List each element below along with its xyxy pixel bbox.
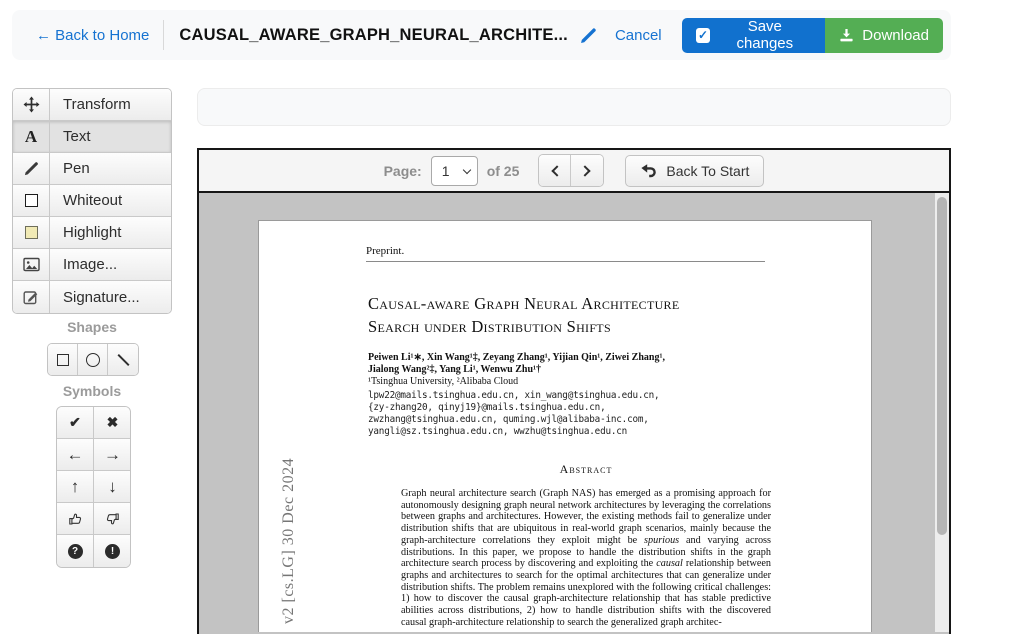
arrow-up-icon: ↑ <box>70 476 80 496</box>
header-divider <box>163 20 164 50</box>
signature-icon <box>13 281 50 313</box>
back-to-home-link[interactable]: ← Back to Home <box>36 26 150 44</box>
tool-list <box>12 88 172 314</box>
tool-highlight-label: Highlight <box>63 224 122 241</box>
circle-shape-icon <box>86 353 100 367</box>
document-title: CAUSAL_AWARE_GRAPH_NEURAL_ARCHITE... <box>179 25 568 44</box>
shape-square-button[interactable] <box>48 344 78 375</box>
paper-authors-line1: Peiwen Li¹∗, Xin Wang¹‡, Zeyang Zhang¹, Yijian Qin¹, Ziwei Zhang¹, <box>368 352 665 363</box>
question-circle-icon: ? <box>68 544 83 559</box>
symbols-heading: Symbols <box>62 383 122 399</box>
symbol-check-button[interactable] <box>57 407 94 439</box>
download-icon <box>839 28 854 43</box>
tool-pen-label: Pen <box>63 160 90 177</box>
symbol-arrow-left-button[interactable] <box>57 439 94 471</box>
symbol-thumbs-up-button[interactable] <box>57 503 94 535</box>
symbol-exclamation-button[interactable] <box>94 535 131 567</box>
cross-icon: ✖ <box>106 414 119 430</box>
tool-transform[interactable] <box>13 89 171 121</box>
page-count-label: of 25 <box>486 162 520 179</box>
line-shape-icon <box>117 353 129 365</box>
page-label: Page: <box>383 162 422 179</box>
scrollbar-track[interactable] <box>935 193 949 632</box>
tool-image-label: Image... <box>63 256 118 273</box>
abstract-text: Graph neural architecture search (Graph NAS) has emerged as a promising approach for autonomously designing graph neural network architectures by leveraging the correlations between graphs and architectures. However, the existing methods fail to generalize under distribution shifts that are ubiquitous in real-world graph scenarios, mainly because the graph-architecture correlations they exploit might be spurious and varying across distributions. In this paper, we propose to handle the distribution shifts in the graph architecture search process by discovering and exploiting the causal relationship between graphs and architectures to search for the optimal architectures that can generalize under distribution shifts. The problem remains unexplored with the following critical challenges: 1) how to discover the causal graph-architecture relationship that has stable predictive abilities across distributions, 2) how to handle distribution shifts with the discovered causal graph-architecture relationship to search the generalized graph architec- <box>401 488 771 628</box>
symbol-arrow-down-button[interactable] <box>94 471 131 503</box>
previous-page-button[interactable] <box>539 155 571 186</box>
back-to-start-button[interactable] <box>625 155 764 187</box>
paper-emails: lpw22@mails.tsinghua.edu.cn, xin_wang@tsinghua.edu.cn, {zy-zhang20, qinyj19}@mails.tsinghua.edu.cn, zwzhang@tsinghua.edu.cn, quming.wjl@alibaba-inc.com, yangli@sz.tsinghua.edu.cn, wwzhu@tsinghua.edu.cn <box>368 390 660 437</box>
page-navigation-bar <box>199 150 949 193</box>
check-icon: ✔ <box>69 414 81 430</box>
arxiv-stamp: v2 [cs.LG] 30 Dec 2024 <box>280 457 297 624</box>
move-icon <box>13 89 50 120</box>
tool-transform-label: Transform <box>63 96 131 113</box>
image-icon <box>13 249 50 280</box>
empty-toolbar-panel <box>197 88 951 126</box>
download-label: Download <box>862 26 929 44</box>
save-changes-button[interactable] <box>682 18 826 53</box>
arrow-right-icon: → <box>104 444 121 464</box>
scrollbar-thumb[interactable] <box>937 197 947 535</box>
shapes-heading: Shapes <box>67 319 117 335</box>
tool-highlight[interactable] <box>13 217 171 249</box>
symbol-arrow-right-button[interactable] <box>94 439 131 471</box>
shape-circle-button[interactable] <box>78 344 108 375</box>
pdf-viewer <box>197 148 951 634</box>
symbol-cross-button[interactable] <box>94 407 131 439</box>
cancel-button[interactable]: Cancel <box>614 26 662 44</box>
tool-whiteout-label: Whiteout <box>63 192 123 209</box>
symbol-arrow-up-button[interactable] <box>57 471 94 503</box>
save-changes-label: Save changes <box>736 18 794 52</box>
paper-affiliations: ¹Tsinghua University, ²Alibaba Cloud <box>368 376 519 387</box>
tool-text-label: Text <box>63 128 91 145</box>
text-icon: A <box>13 121 50 152</box>
shape-line-button[interactable] <box>108 344 138 375</box>
top-bar <box>12 10 951 60</box>
tool-signature[interactable] <box>13 281 171 313</box>
edit-title-pencil-icon[interactable] <box>580 27 597 44</box>
thumbs-up-icon <box>67 511 83 527</box>
page-select[interactable] <box>431 156 478 186</box>
square-shape-icon <box>57 354 69 366</box>
highlight-square-icon <box>13 217 50 248</box>
pencil-icon <box>13 153 50 184</box>
shapes-group <box>47 343 139 376</box>
next-page-button[interactable] <box>571 155 603 186</box>
header-rule <box>366 261 765 262</box>
thumbs-down-icon <box>105 511 121 527</box>
tool-pen[interactable] <box>13 153 171 185</box>
paper-title-line1: Causal-aware Graph Neural Architecture <box>368 294 680 313</box>
tool-whiteout[interactable] <box>13 185 171 217</box>
check-square-icon: ✓ <box>696 28 711 43</box>
symbol-thumbs-down-button[interactable] <box>94 503 131 535</box>
symbols-grid <box>56 406 131 568</box>
pdf-scroll-area <box>199 193 949 632</box>
return-arrow-icon <box>640 163 657 178</box>
abstract-heading: Abstract <box>559 462 613 476</box>
download-button[interactable] <box>825 18 943 53</box>
whiteout-square-icon <box>13 185 50 216</box>
tool-text[interactable] <box>13 121 171 153</box>
paper-authors-line2: Jialong Wang²‡, Yang Li¹, Wenwu Zhu¹† <box>368 364 542 375</box>
chevron-left-icon <box>551 165 562 176</box>
pdf-page <box>258 220 872 632</box>
paper-title-line2: Search under Distribution Shifts <box>368 317 611 336</box>
symbol-question-button[interactable] <box>57 535 94 567</box>
arrow-down-icon: ↓ <box>108 476 117 496</box>
preprint-label: Preprint. <box>366 245 405 257</box>
arrow-left-icon: ← <box>66 444 84 464</box>
tool-signature-label: Signature... <box>63 288 140 306</box>
tool-image[interactable] <box>13 249 171 281</box>
back-to-start-label: Back To Start <box>666 162 750 179</box>
page-step-group <box>538 154 604 187</box>
chevron-right-icon <box>580 165 591 176</box>
exclamation-circle-icon: ! <box>105 544 120 559</box>
